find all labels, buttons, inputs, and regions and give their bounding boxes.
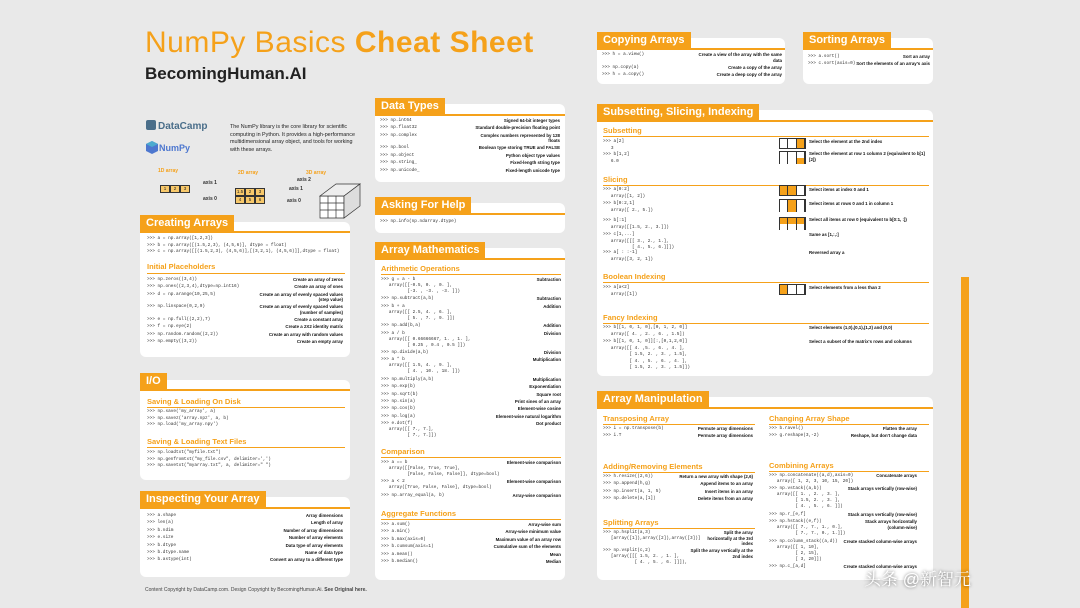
code-cell: >>> np.insert(a, 1, 5) [603,488,661,494]
code-cell: >>> np.bool [380,145,409,151]
description-cell: Delete items from an array [697,496,753,502]
table-row [380,118,560,124]
watermark: 头条 @新智元 [864,570,971,589]
index-grid-icon [779,284,806,295]
description-cell: Subtraction [536,277,561,282]
table-row [381,304,561,322]
index-grid-icon [779,138,806,149]
axis2-label: axis 2 [297,177,311,183]
table-row [381,392,561,398]
table-row [602,65,782,71]
split-rows [603,530,753,568]
description-cell: Python object type values [505,152,560,158]
table-row [603,496,753,502]
description: Select all items at row 0 (equivalent to b[0:1, :]) [809,217,907,222]
array-cell: 3 [255,188,265,196]
code-cell: >>> i.T [603,433,622,439]
table-row [147,520,343,526]
table-row [769,486,917,510]
code-cell: >>> a < 2 array([True, False, False], dtype=bool) [381,479,492,491]
table-row [381,552,561,558]
description-cell: Create a deep copy of the array [716,71,782,77]
code-cell: >>> a.sort() [808,54,840,59]
code-cell: >>> np.delete(a,[1]) [603,496,656,502]
sorting-rows [808,54,930,69]
brand-name: BecomingHuman.AI [145,64,307,83]
description-cell: Stack arrays vertically (row-wise) [847,511,917,517]
code-cell: >>> b.dtype [147,542,176,548]
table-row [602,52,782,63]
code-cell: >>> np.append(h,g) [603,481,651,487]
code-cell: >>> f = np.eye(2) [147,324,192,330]
code-cell: >>> np.sqrt(b) [381,391,418,397]
code-cell: >>> np.ones((2,3,4),dtype=np.int16) [147,284,240,290]
array-cell: 1.5 [236,189,244,194]
code-cell: >>> b.ravel() [769,426,804,431]
code-cell: >>> np.object [380,152,415,158]
code-line: >>> a[ : :-1] array([3, 2, 1]) [603,250,654,262]
subsection-header: Adding/Removing Elements [603,462,703,471]
code-cell: >>> np.unicode_ [380,167,420,173]
description-cell: Element-wise comparison [506,460,561,465]
description-cell: Element-wise cosine [517,406,561,412]
table-row [381,537,561,543]
index-grid-icon [779,217,806,230]
section-header: Asking For Help [375,197,471,214]
code-cell: >>> a == b array([[False, True, True], [False, False, False]], dtype=bool) [381,460,500,477]
io-disk-code: >>> np.save('my_array', a) >>> np.savez('array.npz', a, b) >>> np.load('my_array.npy') [147,409,229,428]
add-remove-rows [603,474,753,504]
section-header: Sorting Arrays [803,32,891,49]
subsection-header: Arithmetic Operations [381,264,460,273]
subsection-header: Changing Array Shape [769,414,850,423]
table-row [381,460,561,478]
code-cell: >>> a.min() [381,529,410,535]
description-cell: Create an empty array [296,339,343,345]
description-cell: Fixed-length string type [510,160,560,166]
description-cell: Stack arrays horizontally (column-wise) [865,519,917,530]
description-cell: Boolean type storing TRUE and FALSE [478,145,560,151]
description-cell: Number of array dimensions [283,527,343,533]
description: Select elements (1,0),(0,1),(1,2) and (0,0) [809,325,893,330]
table-row [380,133,560,144]
code-cell: >>> np.float32 [380,125,417,131]
footer-credit: Content Copyright by DataCamp.com. Design Copyright by BecomingHuman.Ai. See Original here. [145,587,367,593]
description-cell: Multiplication [532,376,561,382]
section-header: Array Mathematics [375,242,485,259]
description-cell: Sort the elements of an array's axis [856,61,930,67]
table-row [603,530,753,547]
description-cell: Cumulative sum of the elements [493,544,561,550]
code-cell: >>> h = a.view() [602,52,645,57]
code-cell: >>> b.median() [381,558,418,564]
array-cell: 2 [245,188,255,196]
description-cell: Signed 64-bit integer types [503,118,560,123]
table-row [769,473,917,485]
help-code: >>> np.info(np.ndarray.dtype) [380,219,457,224]
table-row [808,61,930,67]
code-cell: >>> np.hstack((e,f)) array([[ 7., 7., 1., 0.], [ 7., 7., 0., 1.]]) [769,519,846,537]
code-cell: >>> np.vstack((a,b)) array([[ 1. , 2. , 3. ], [ 1.5, 2. , 3. ], [ 4. , 5. , 6. ]]) [769,486,843,510]
description-cell: Number of array elements [288,535,343,541]
code-cell: >>> b.astype(int) [147,557,192,563]
page-title: NumPy Basics Cheat Sheet [145,26,534,59]
description-cell: Median [545,558,561,564]
description-cell: Array-wise sum [528,522,561,527]
table-row [769,433,917,439]
description: Same as [1,:,:] [809,232,839,237]
code-cell: >>> a * b array([[ 1.5, 4. , 9. ], [ 4. , 10. , 18. ]]) [381,357,461,375]
axis1-label-3d: axis 1 [289,186,303,192]
subsection-header: Subsetting [603,126,642,135]
code-cell: >>> np.hsplit(a,3) [array([1]),array([2]),array([3])] [603,530,701,541]
code-cell: >>> e = np.full((2,2),7) [147,316,211,322]
table-row [147,284,343,290]
code-cell: >>> e.size [147,535,174,541]
code-cell: >>> np.array_equal(a, b) [381,492,445,498]
code-cell: >>> i = np.transpose(b) [603,426,664,431]
table-row [381,377,561,383]
subsection-header: Fancy Indexing [603,313,658,322]
description-cell: Data type of array elements [285,542,343,548]
table-row [808,54,930,60]
code-cell: >>> a.mean() [381,551,413,557]
code-cell: >>> np.sin(a) [381,398,416,404]
description: Select items at index 0 and 1 [809,187,869,192]
table-row [603,433,753,439]
subsection-header: Saving & Loading On Disk [147,397,241,406]
description-cell: Dot product [536,421,561,427]
description-cell: Create stacked column-wise arrays [843,563,917,569]
code-cell: >>> b.ndim [147,527,174,533]
description-cell: Create an array of evenly spaced values (number of samples) [259,304,343,315]
table-row [380,145,560,151]
cube-3d-icon [316,178,364,222]
code-line: >>> b[0:2,1] array([ 2., 5.]) [603,201,654,213]
description-cell: Create a copy of the array [728,64,782,70]
code-cell: >>> np.log(a) [381,413,416,419]
description-cell: Division [543,349,561,355]
table-row [381,479,561,491]
table-row [381,296,561,302]
math-rows [381,277,561,440]
code-cell: >>> d = np.arange(10,25,5) [147,291,216,297]
table-row [380,160,560,166]
numpy-logo: NumPy [146,141,180,161]
inspecting-rows [147,513,343,565]
description-cell: Create a constant array [294,316,343,322]
description-cell: Square root [536,391,561,397]
comparison-rows [381,460,561,500]
table-row [381,350,561,356]
description-cell: Convert an array to a different type [270,557,343,563]
array-cell: 5 [245,196,255,204]
description-cell: Standard double-precision floating point [475,125,560,131]
subsection-header: Splitting Arrays [603,518,659,527]
table-row [381,384,561,390]
description-cell: Split the array horizontally at the 3rd index [707,530,753,547]
code-cell: >>> a / b array([[ 0.66666667, 1. , 1. ], [ 0.25 , 0.4 , 0.5 ]]) [381,330,471,348]
description-cell: Array dimensions [305,513,343,518]
subsection-header: Transposing Array [603,414,669,423]
description-cell: Sort an array [902,54,930,59]
table-row [380,168,560,174]
array-cell: 1 [160,185,170,193]
description-cell: Return a new array with shape (2,6) [679,474,753,479]
description-cell: Exponentiation [529,384,561,390]
table-row [769,512,917,518]
see-original-link[interactable]: See Original here. [324,587,367,593]
description-cell: Array-wise comparison [512,492,561,498]
array-cell: 3 [180,185,190,193]
code-line: >>> b[:1] array([[1.5, 2., 3.]]) [603,218,669,230]
code-cell: >>> np.linspace(0,2,9) [147,304,205,310]
table-row [603,481,753,487]
table-row [381,399,561,405]
description-cell: Flatten the array [882,426,917,431]
code-cell: >>> np.c_[a,d] [769,563,806,569]
reshape-rows [769,426,917,441]
code-cell: >>> np.complex [380,132,417,138]
label-1d: 1D array [158,168,179,174]
table-row [147,324,343,330]
code-cell: >>> g = a - b array([[-0.5, 0. , 0. ], [-3. , -3. , -3. ]]) [381,277,461,294]
table-row [603,489,753,495]
code-cell: >>> len(a) [147,520,174,526]
code-line: >>> b[[1, 0, 1, 0]][:,[0,1,2,0]] array([[ 4. ,5. , 6. , 4. ], [ 1.5, 2. , 3. , 1.5], [ 4. , 5. , 6. , 4. ], [ 1.5, 2. , 3. , 1.5]]) [603,339,690,371]
creating-code: >>> a = np.array([1,2,3]) >>> b = np.array([(1.5,2,3), (4,5,6)], dtype = float) >>> c = np.array([[(1.5,2,3), (4,5,6)],[(3,2,1), (4,5,6)]],dtype = float) [147,236,340,255]
datatypes-rows [380,118,560,175]
description-cell: Array-wise minimum value [505,529,561,535]
table-row [147,550,343,556]
description-cell: Insert items in an array [704,488,753,494]
code-cell: >>> np.add(b,a) [381,323,421,329]
code-cell: >>> c.sort(axis=0) [808,61,856,67]
table-row [147,543,343,549]
table-row [381,559,561,565]
table-row [381,493,561,499]
description-cell: Reshape, but don't change data [850,433,917,439]
code-cell: >>> h = a.copy() [602,71,645,77]
table-row [147,292,343,303]
datacamp-logo: DataCamp [146,120,207,132]
description-cell: Create an array of zeros [292,277,343,282]
code-line: >>> a[2] 3 [603,139,625,151]
table-row [381,522,561,528]
code-cell: >>> np.exp(b) [381,384,416,390]
intro-text: The NumPy library is the core library for scientific computing in Python. It provides a high-performance multidimensional array object, and tools for working with these arrays. [230,124,355,153]
description-cell: Split the array vertically at the 2nd index [690,548,753,559]
description-cell: Subtraction [536,296,561,302]
axis1-label: axis 1 [203,180,217,186]
description-cell: Mean [549,551,561,557]
description-cell: Fixed-length unicode type [505,167,560,173]
table-row [147,304,343,315]
code-cell: >>> b.cumsum(axis=1) [381,544,434,550]
array-cell: 4 [235,196,245,204]
table-row [381,331,561,349]
axis0-label: axis 0 [203,196,217,202]
table-row [381,529,561,535]
initial-rows [147,277,343,347]
code-cell: >>> h.resize((2,6)) [603,474,654,479]
datacamp-icon [146,120,156,130]
description-cell: Length of array [311,520,343,526]
decorative-bar [961,277,969,608]
table-row [147,535,343,541]
description: Select the element at the 2nd index [809,139,883,144]
copying-rows [602,52,782,79]
code-cell: >>> np.divide(a,b) [381,349,429,355]
description-cell: Element-wise natural logarithm [495,413,561,419]
description-cell: Concatenate arrays [876,473,917,478]
table-row [380,125,560,131]
index-grid-icon [779,151,806,164]
code-line: >>> c[1,...] array([[[ 3., 2., 1.], [ 4., 5., 6.]]]) [603,232,675,251]
code-cell: >>> np.string_ [380,160,417,166]
section-header: Copying Arrays [597,32,691,49]
code-cell: >>> np.zeros((3,4)) [147,277,198,282]
code-cell: >>> a.shape [147,513,176,518]
description: Select the element at row 1 column 2 (equivalent to b[1][2]) [809,151,925,162]
code-cell: >>> g.reshape(3,-2) [769,433,820,439]
combine-rows [769,473,917,571]
code-cell: >>> np.empty((3,2)) [147,339,198,345]
table-row [147,513,343,519]
section-header: Creating Arrays [140,215,234,232]
code-cell: >>> a.sum() [381,522,410,527]
description: Select elements from a less than 2 [809,285,881,290]
description-cell: Name of data type [305,549,343,555]
aggregate-rows [381,522,561,566]
description-cell: Addition [543,303,561,309]
description-cell: Create a view of the array with the same data [698,52,782,63]
subsection-header: Slicing [603,175,628,184]
numpy-cube-icon [146,141,158,155]
code-cell: >>> b.dtype.name [147,549,190,555]
code-cell: >>> e.dot(f) array([[ 7., 7.], [ 7., 7.]]) [381,421,437,439]
code-line: >>> b[[1, 0, 1, 0],[0, 1, 2, 0]] array([ 4. , 2. , 6. , 1.5]) [603,325,688,337]
section-header: I/O [140,373,167,390]
table-row [380,153,560,159]
subsection-header: Aggregate Functions [381,509,457,518]
description-cell: Element-wise comparison [506,479,561,485]
description-cell: Complex numbers represented by 128 floats [480,132,560,144]
code-cell: >>> b.max(axis=0) [381,536,426,542]
description-cell: Maximum value of an array row [495,536,561,542]
description-cell: Create a 2X2 identity matrix [285,324,343,330]
array-cell: 2 [170,185,180,193]
table-row [603,426,753,432]
code-cell: >>> b + a array([[ 2.5, 4. , 6. ], [ 5. , 7. , 9. ]]) [381,303,455,321]
table-row [381,414,561,420]
index-grid-icon [779,185,806,196]
description-cell: Create an array with random values [268,331,343,337]
description-cell: Print sines of an array [514,398,561,404]
section-header: Array Manipulation [597,391,709,408]
description-cell: Append items to an array [700,481,753,487]
code-cell: >>> np.copy(a) [602,64,639,70]
table-row [769,539,917,563]
table-row [147,277,343,283]
table-row [147,528,343,534]
description-cell: Multiplication [532,357,561,363]
code-line: >>> a[a<2] array([1]) [603,285,638,297]
description: Select a subset of the matrix's rows and columns [809,339,912,344]
description-cell: Create stacked column-wise arrays [843,538,917,544]
table-row [147,339,343,345]
table-row [381,357,561,375]
code-cell: >>> np.cos(b) [381,406,416,412]
section-header: Data Types [375,98,445,115]
table-row [381,323,561,329]
code-cell: >>> np.concatenate((a,d),axis=0) array([ 1, 2, 3, 10, 15, 20]) [769,473,854,484]
description: Select items at rows 0 and 1 in column 1 [809,201,894,206]
transpose-rows [603,426,753,441]
subsection-header: Initial Placeholders [147,262,216,271]
code-line: >>> a[0:2] array([1, 2]) [603,187,646,199]
description-cell: Permute array dimensions [697,426,753,431]
table-row [381,406,561,412]
description-cell: Permute array dimensions [697,433,753,439]
description-cell: Create an array of evenly spaced values (step value) [259,291,343,303]
table-row [147,317,343,323]
table-row [603,548,753,566]
code-line: >>> b[1,2] 6.0 [603,152,630,164]
subsection-header: Boolean Indexing [603,272,666,281]
description: Reversed array a [809,250,845,255]
table-row [769,519,917,537]
code-cell: >>> np.random.random((2,2)) [147,331,219,337]
array-cell: 6 [255,196,265,204]
code-cell: >>> np.int64 [380,118,412,123]
subsection-header: Comparison [381,447,425,456]
table-row [381,277,561,295]
label-2d: 2D array [238,170,259,176]
subsection-header: Saving & Loading Text Files [147,437,247,446]
index-grid-icon [779,199,806,212]
section-header: Subsetting, Slicing, Indexing [597,104,759,121]
description-cell: Division [543,330,561,336]
table-row [602,72,782,78]
subsection-header: Combining Arrays [769,461,834,470]
io-text-code: >>> np.loadtxt("myfile.txt") >>> np.genfromtxt("my_file.csv", delimiter=',') >>> np.savetxt("myarray.txt", a, delimiter=" ") [147,450,271,469]
table-row [381,544,561,550]
section-header: Inspecting Your Array [140,491,266,508]
description-cell: Addition [543,323,561,329]
table-row [147,557,343,563]
table-row [603,474,753,480]
table-row [147,332,343,338]
code-cell: >>> np.subtract(a,b) [381,296,434,302]
code-cell: >>> np.multiply(a,b) [381,376,434,382]
code-cell: >>> np.vsplit(c,2) [array([[[ 1.5, 2. , 1. ], [ 4. , 5. , 6. ]]]), [603,548,688,566]
table-row [381,421,561,439]
code-cell: >>> np.r_[e,f] [769,511,806,517]
code-cell: >>> np.column_stack((a,d)) array([[ 1, 10], [ 2, 15], [ 3, 20]]) [769,538,838,562]
axis0-label-3d: axis 0 [287,198,301,204]
table-row [769,426,917,432]
description-cell: Create an array of ones [294,284,343,290]
description-cell: Stack arrays vertically (row-wise) [847,486,917,492]
label-3d: 3D array [306,170,327,176]
